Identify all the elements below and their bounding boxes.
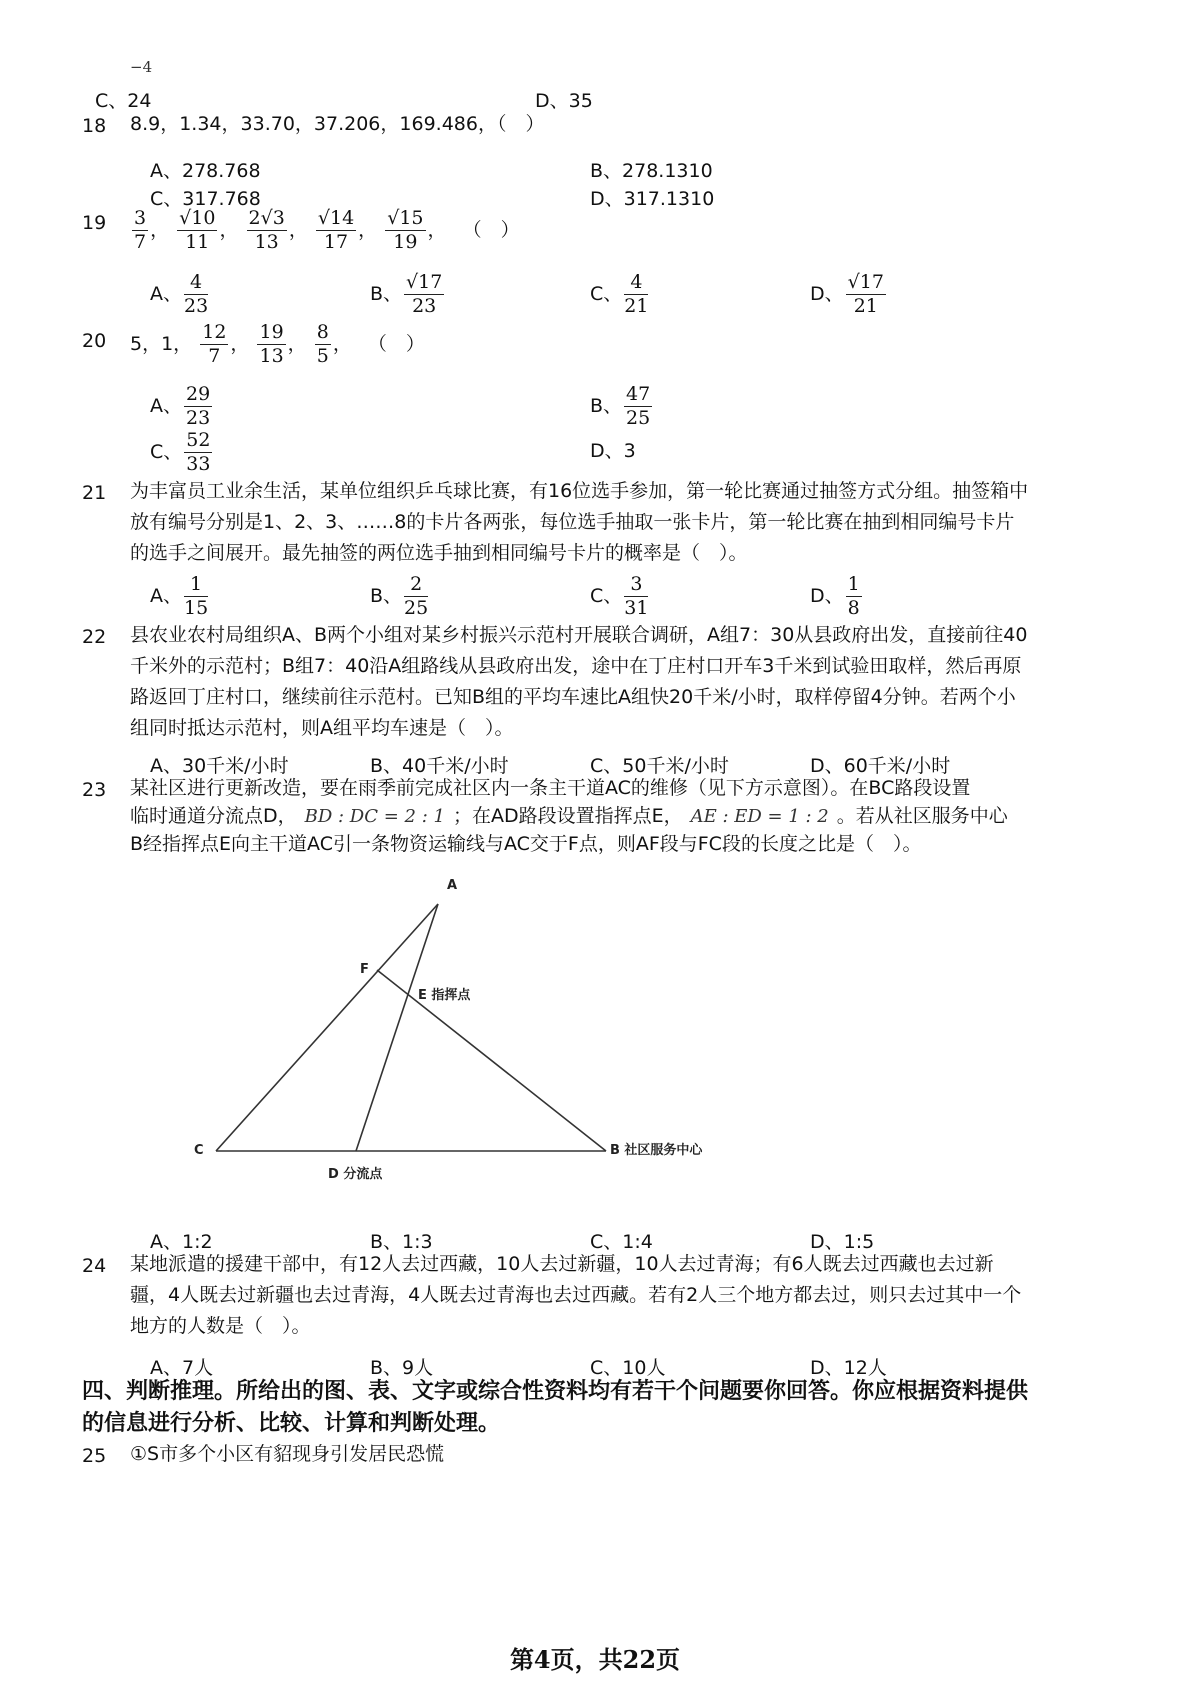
- q19-option-c[interactable]: C、 $\frac{4}{21}$: [590, 271, 649, 317]
- section-4-heading: 四、判断推理。所给出的图、表、文字或综合性资料均有若干个问题要你回答。你应根据资料提供的信息进行分析、比较、计算和判断处理。: [82, 1379, 1029, 1436]
- q19-option-a[interactable]: A、 $\frac{4}{23}$: [150, 271, 209, 317]
- q23-line1: 某社区进行更新改造，要在雨季前完成社区内一条主干道AC的维修（见下方示意图）。在BC路段设置: [130, 777, 971, 799]
- q23-line2: 临时通道分流点D， BD : DC = 2 : 1 ；在AD路段设置指挥点E， AE : ED = 1 : 2 。若从社区服务中心: [130, 805, 1008, 827]
- q21-option-c[interactable]: C、 $\frac{3}{31}$: [590, 573, 649, 619]
- q21-number: 21: [82, 482, 107, 504]
- page-footer: 第4页，共22页: [509, 1645, 681, 1674]
- line-ac: [216, 904, 438, 1151]
- q17-option-d[interactable]: D、35: [535, 90, 593, 112]
- q23-ratio-ae-ed: AE : ED = 1 : 2: [690, 806, 829, 827]
- q23-line3: B经指挥点E向主干道AC引一条物资运输线与AC交于F点，则AF段与FC段的长度之比是（ ）。: [130, 833, 922, 855]
- q23-option-c[interactable]: C、1:4: [590, 1231, 653, 1253]
- q22-number: 22: [82, 626, 107, 648]
- q25-stem: ①S市多个小区有貂现身引发居民恐慌: [130, 1443, 445, 1465]
- q20-stem: 5，1， $\frac{12}{7}$ ， $\frac{19}{13}$ ， $\frac{8}{5}$ ， （ ）: [130, 321, 425, 367]
- q22-stem: 县农业农村局组织A、B两个小组对某乡村振兴示范村开展联合调研，A组7：30从县政府出发，直接前往40千米外的示范村；B组7：40沿A组路线从县政府出发，途中在丁庄村口开车3千米到试验田取样，然后再原路返回丁庄村口，继续前往示范村。已知B组的平均车速比A组快20千米/小时，取样停留4分钟。若两个小组同时抵达示范村，则A组平均车速是（ ）。: [130, 624, 1028, 739]
- label-e: E 指挥点: [418, 988, 471, 1003]
- q24-stem: 某地派遣的援建干部中，有12人去过西藏，10人去过新疆，10人去过青海；有6人既去过西藏也去过新疆，4人既去过新疆也去过青海，4人既去过青海也去过西藏。若有2人三个地方都去过，则只去过其中一个地方的人数是（ ）。: [130, 1253, 1022, 1337]
- label-d: D 分流点: [328, 1167, 383, 1182]
- q18-option-a[interactable]: A、278.768: [150, 160, 261, 182]
- q21-option-b[interactable]: B、 $\frac{2}{25}$: [370, 573, 429, 619]
- top-fragment: −4: [130, 58, 153, 76]
- label-f: F: [360, 962, 369, 977]
- q24-option-a[interactable]: A、7人: [150, 1357, 214, 1379]
- q19-term-3: $\frac{2√3}{13}$: [248, 207, 285, 253]
- q21-stem: 为丰富员工业余生活，某单位组织乒乓球比赛，有16位选手参加，第一轮比赛通过抽签方式分组。抽签箱中放有编号分别是1、2、3、……8的卡片各两张，每位选手抽取一张卡片，第一轮比赛在抽到相同编号卡片的选手之间展开。最先抽签的两位选手抽到相同编号卡片的概率是（ ）。: [130, 480, 1029, 564]
- q20-term-2: $\frac{19}{13}$: [259, 321, 284, 367]
- q19-stem: $\frac{3}{7}$ ， $\frac{√10}{11}$ ， $\frac{2√3}{13}$ ， $\frac{√14}{17}$ ， $\frac{√15}{19}$ ， （ ）: [134, 207, 520, 253]
- q22-option-b[interactable]: B、40千米/小时: [370, 755, 509, 777]
- q19-term-2: $\frac{√10}{11}$: [179, 207, 216, 253]
- q22-option-a[interactable]: A、30千米/小时: [150, 755, 289, 777]
- q23-triangle-diagram: [180, 868, 740, 1188]
- q18-option-c[interactable]: C、317.768: [150, 188, 261, 210]
- q19-blank: （ ）: [462, 218, 520, 241]
- q25-number: 25: [82, 1445, 107, 1467]
- q19-term-5: $\frac{√15}{19}$: [387, 207, 424, 253]
- q24-option-b[interactable]: B、9人: [370, 1357, 434, 1379]
- q23-option-d[interactable]: D、1:5: [810, 1231, 875, 1253]
- q22-option-d[interactable]: D、60千米/小时: [810, 755, 951, 777]
- q20-option-c[interactable]: C、 $\frac{52}{33}$: [150, 429, 211, 475]
- label-a: A: [447, 878, 458, 893]
- q23-ratio-bd-dc: BD : DC = 2 : 1: [304, 806, 445, 827]
- q23-option-b[interactable]: B、1:3: [370, 1231, 433, 1253]
- q21-option-a[interactable]: A、 $\frac{1}{15}$: [150, 573, 209, 619]
- line-bf: [377, 970, 606, 1151]
- q24-number: 24: [82, 1255, 107, 1277]
- q18-option-d[interactable]: D、317.1310: [590, 188, 715, 210]
- q21-option-d[interactable]: D、 $\frac{1}{8}$: [810, 573, 860, 619]
- q23-number: 23: [82, 779, 107, 801]
- q20-option-d[interactable]: D、3: [590, 440, 636, 462]
- q20-option-a[interactable]: A、 $\frac{29}{23}$: [150, 383, 211, 429]
- q20-option-b[interactable]: B、 $\frac{47}{25}$: [590, 383, 651, 429]
- q18-number: 18: [82, 115, 107, 137]
- q19-option-b[interactable]: B、 $\frac{√17}{23}$: [370, 271, 443, 317]
- q22-option-c[interactable]: C、50千米/小时: [590, 755, 729, 777]
- label-b: B 社区服务中心: [610, 1143, 703, 1158]
- q23-option-a[interactable]: A、1:2: [150, 1231, 213, 1253]
- q19-term-4: $\frac{√14}{17}$: [317, 207, 355, 253]
- q20-term-1: $\frac{12}{7}$: [202, 321, 227, 367]
- q20-term-3: $\frac{8}{5}$: [316, 321, 329, 367]
- q18-option-b[interactable]: B、278.1310: [590, 160, 713, 182]
- q20-number: 20: [82, 330, 107, 352]
- q19-option-d[interactable]: D、 $\frac{√17}{21}$: [810, 271, 884, 317]
- q17-option-c[interactable]: C、24: [95, 90, 152, 112]
- q20-blank: （ ）: [367, 332, 425, 355]
- q19-number: 19: [82, 212, 107, 234]
- label-c: C: [194, 1143, 204, 1158]
- q24-option-c[interactable]: C、10人: [590, 1357, 666, 1379]
- line-ad: [356, 904, 438, 1151]
- q24-option-d[interactable]: D、12人: [810, 1357, 887, 1379]
- q18-stem: 8.9，1.34，33.70，37.206，169.486，（ ）: [130, 113, 545, 135]
- q19-term-1: $\frac{3}{7}$: [134, 207, 147, 253]
